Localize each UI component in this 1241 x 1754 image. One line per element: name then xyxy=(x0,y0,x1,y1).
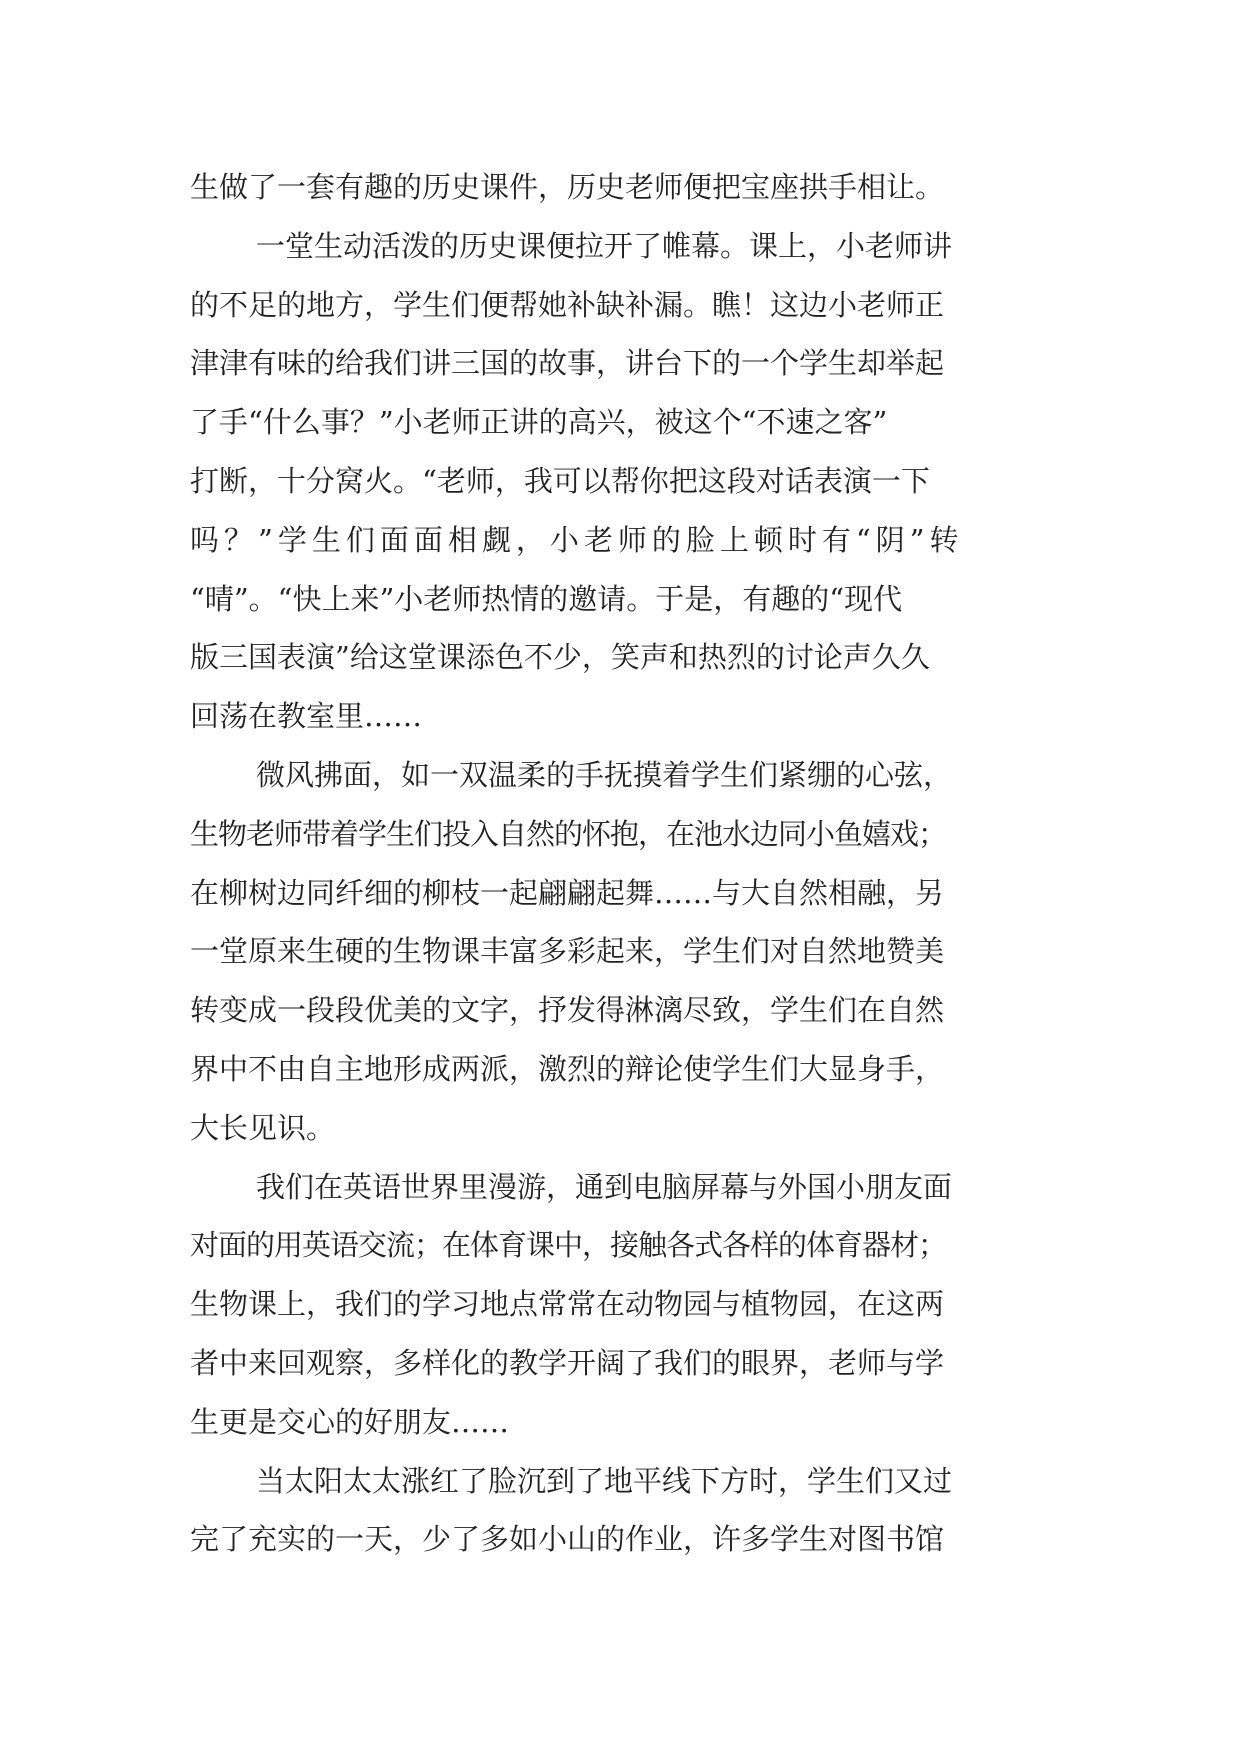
text-line: 一堂原来生硬的生物课丰富多彩起来，学生们对自然地赞美 xyxy=(190,934,945,969)
text-line: 大长见识。 xyxy=(190,1110,336,1145)
text-line: 生物课上，我们的学习地点常常在动物园与植物园，在这两 xyxy=(190,1287,945,1322)
body-text xyxy=(190,158,1070,1569)
text-line: “晴”。“快上来”小老师热情的邀请。于是，有趣的“现代 xyxy=(190,581,903,616)
text-line: 津津有味的给我们讲三国的故事，讲台下的一个学生却举起 xyxy=(190,346,945,381)
text-line: 微风拂面，如一双温柔的手抚摸着学生们紧绷的心弦， xyxy=(256,757,953,792)
text-line: 了手“什么事？”小老师正讲的高兴，被这个“不速之客” xyxy=(190,405,888,440)
text-line: 回荡在教室里…… xyxy=(190,699,423,734)
text-line: 在柳树边同纤细的柳枝一起翩翩起舞……与大自然相融，另 xyxy=(190,875,945,910)
text-line: 的不足的地方，学生们便帮她补缺补漏。瞧！这边小老师正 xyxy=(190,287,945,322)
text-line: 一堂生动活泼的历史课便拉开了帷幕。课上，小老师讲 xyxy=(256,228,953,263)
text-line: 对面的用英语交流；在体育课中，接触各式各样的体育器材； xyxy=(190,1228,947,1263)
text-line: 当太阳太太涨红了脸沉到了地平线下方时，学生们又过 xyxy=(256,1463,953,1498)
text-line: 者中来回观察，多样化的教学开阔了我们的眼界，老师与学 xyxy=(190,1345,945,1380)
text-line: 吗？”学生们面面相觑，小老师的脸上顿时有“阴”转 xyxy=(190,522,964,557)
text-line: 界中不由自主地形成两派，激烈的辩论使学生们大显身手， xyxy=(190,1051,945,1086)
text-line: 生更是交心的好朋友…… xyxy=(190,1404,510,1439)
text-line: 完了充实的一天，少了多如小山的作业，许多学生对图书馆 xyxy=(190,1522,945,1557)
text-line: 生做了一套有趣的历史课件，历史老师便把宝座拱手相让。 xyxy=(190,170,945,204)
text-line: 转变成一段段优美的文字，抒发得淋漓尽致，学生们在自然 xyxy=(190,993,945,1028)
text-line: 我们在英语世界里漫游，通到电脑屏幕与外国小朋友面 xyxy=(256,1169,953,1204)
text-line: 打断，十分窝火。“老师，我可以帮你把这段对话表演一下 xyxy=(190,463,930,498)
text-line: 版三国表演”给这堂课添色不少，笑声和热烈的讨论声久久 xyxy=(190,640,930,675)
text-line: 生物老师带着学生们投入自然的怀抱，在池水边同小鱼嬉戏； xyxy=(190,816,947,851)
